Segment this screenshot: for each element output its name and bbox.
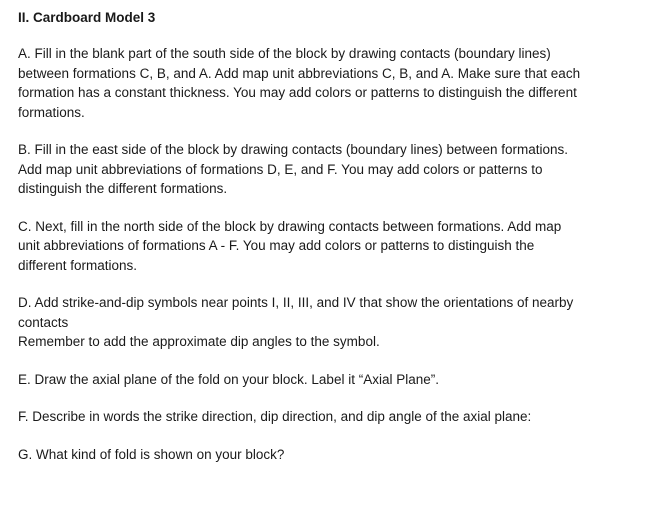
- instruction-b-line-3: distinguish the different formations.: [18, 181, 228, 196]
- instruction-f-line-1: F. Describe in words the strike direction, dip direction, and dip angle of the axial plane:: [18, 409, 532, 424]
- section-title: II. Cardboard Model 3: [18, 10, 156, 25]
- instruction-a-line-3: formation has a constant thickness. You may add colors or patterns to distinguish the different: [18, 85, 577, 100]
- document-page: [18, 8, 640, 482]
- instruction-g: [18, 445, 640, 465]
- instruction-b-line-1: B. Fill in the east side of the block by drawing contacts (boundary lines) between formations.: [18, 142, 569, 157]
- instruction-d: [18, 293, 640, 352]
- instruction-a-line-4: formations.: [18, 104, 85, 120]
- instruction-c-line-1: C. Next, fill in the north side of the block by drawing contacts between formations. Add map: [18, 218, 562, 234]
- instruction-b-line-2: Add map unit abbreviations of formations D, E, and F. You may add colors or patterns to: [18, 161, 543, 177]
- instruction-e-line-1: E. Draw the axial plane of the fold on your block. Label it “Axial Plane”.: [18, 371, 439, 387]
- instruction-d-line-1: D. Add strike-and-dip symbols near points I, II, III, and IV that show the orientations of nearby: [18, 295, 574, 310]
- instruction-c-line-2: unit abbreviations of formations A - F. You may add colors or patterns to distinguish the: [18, 238, 535, 253]
- instruction-b: [18, 140, 640, 199]
- instruction-d-line-2: contacts: [18, 314, 69, 330]
- instruction-f: [18, 407, 640, 427]
- instruction-c-line-3: different formations.: [18, 257, 138, 273]
- instruction-c: [18, 217, 640, 276]
- instruction-a-line-1: A. Fill in the blank part of the south side of the block by drawing contacts (boundary lines): [18, 46, 551, 61]
- instruction-e: [18, 370, 640, 390]
- instruction-g-line-1: G. What kind of fold is shown on your block?: [18, 446, 285, 462]
- instruction-a: [18, 44, 640, 122]
- instruction-a-line-2: between formations C, B, and A. Add map unit abbreviations C, B, and A. Make sure that each: [18, 65, 581, 81]
- instruction-d-line-3: Remember to add the approximate dip angles to the symbol.: [18, 334, 380, 349]
